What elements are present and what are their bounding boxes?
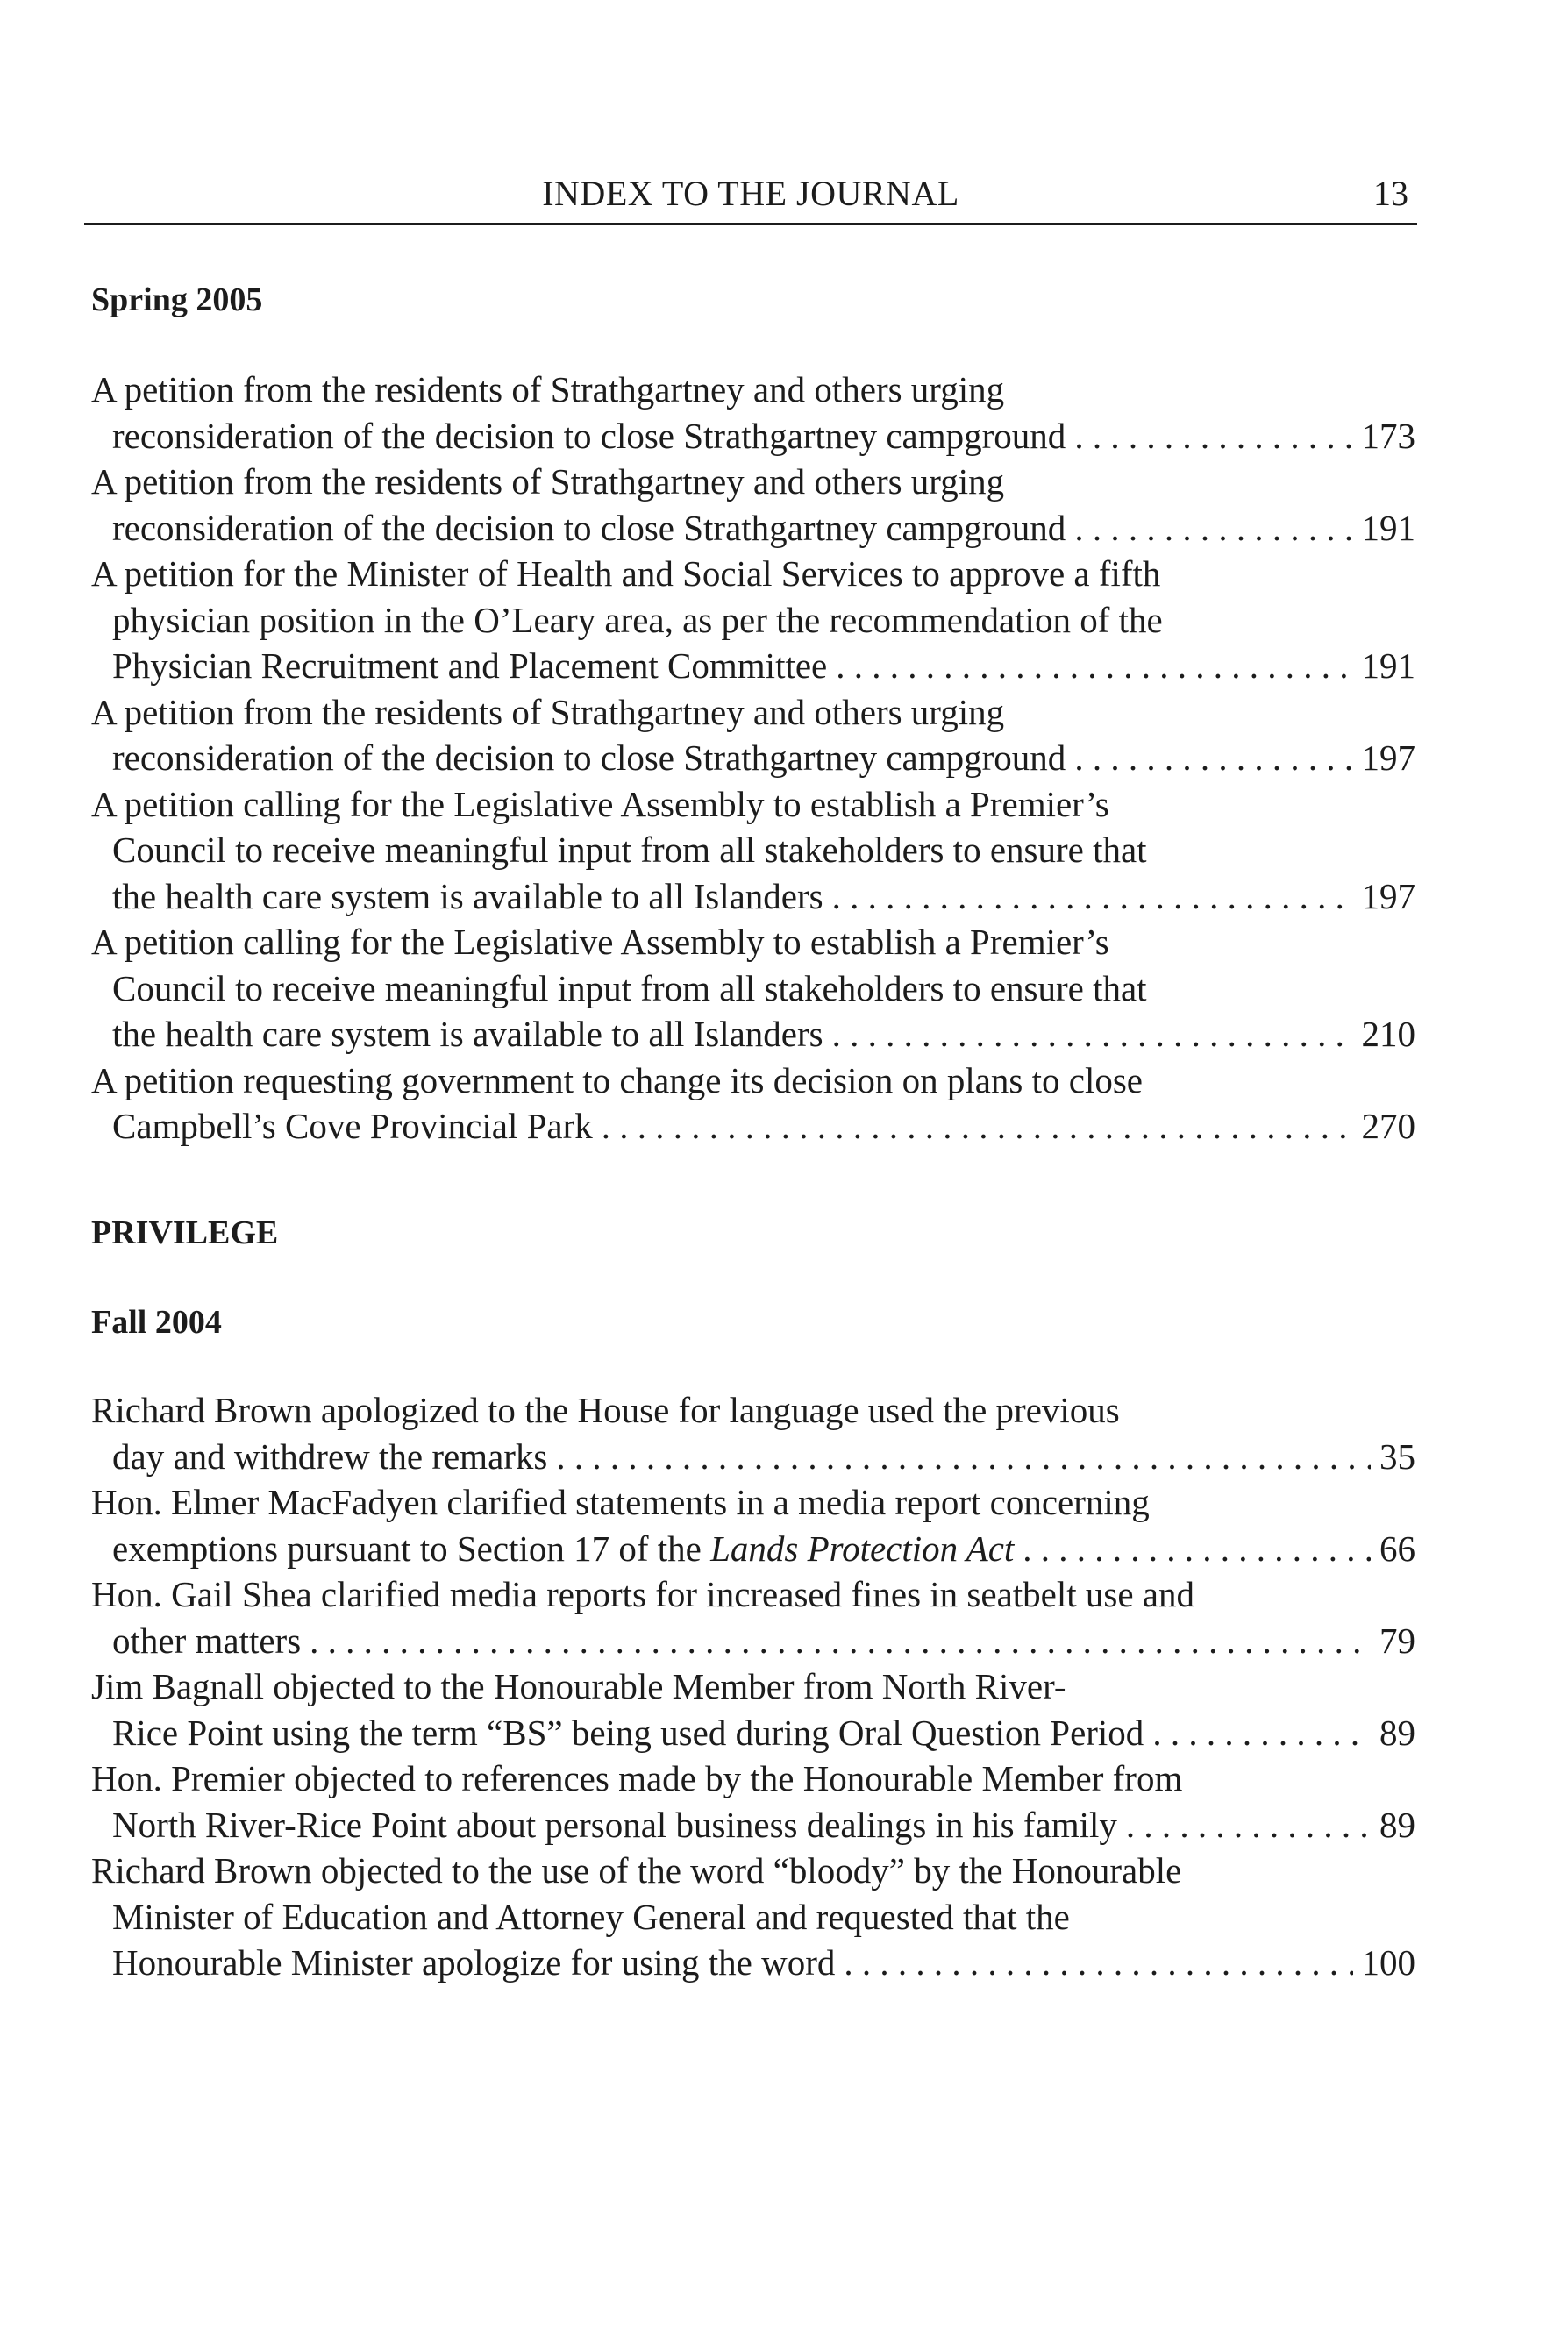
entry-line: physician position in the O’Leary area, as per the recommendation of the [112,599,1163,640]
entry-text: Rice Point using the term “BS” being used during Oral Question Period [112,1712,1144,1753]
entry-line: Minister of Education and Attorney General and requested that the [112,1896,1070,1937]
entry-line: Jim Bagnall objected to the Honourable Member from North River- [91,1666,1066,1706]
entry-page-number: 210 [1361,1014,1415,1054]
entry-text [112,1526,1014,1572]
entry-text: other matters [112,1620,302,1661]
entry-line: A petition calling for the Legislative Assembly to establish a Premier’s [91,922,1109,962]
entry-text: reconsideration of the decision to close Strathgartney campground [112,507,1066,548]
entry-text: Campbell’s Cove Provincial Park [112,1106,593,1146]
entry-line: Hon. Elmer MacFadyen clarified statements in a media report concerning [91,1482,1150,1522]
entry-text: the health care system is available to all Islanders [112,875,823,916]
dot-leader [836,643,1352,689]
dot-leader [844,1940,1352,1986]
index-entry [91,689,1415,781]
entry-line: Richard Brown apologized to the House for language used the previous [91,1390,1120,1430]
entry-line: Richard Brown objected to the use of the word “bloody” by the Honourable [91,1850,1182,1891]
index-entry [91,459,1415,551]
dot-leader [832,1011,1353,1058]
index-entry [91,1571,1415,1663]
index-entry [91,1663,1415,1756]
entry-page-number: 89 [1379,1804,1415,1845]
entry-page-number: 197 [1361,875,1415,916]
entry-text: Honourable Minister apologize for using the word [112,1942,836,1983]
dot-leader [1074,735,1352,781]
index-entry [91,1756,1415,1848]
index-entry [91,1479,1415,1571]
entry-last-line [91,413,1415,459]
entry-list-spring-2005 [91,367,1415,1150]
section-heading-spring-2005: Spring 2005 [91,281,263,318]
dot-leader [602,1103,1353,1150]
entry-last-line [91,1434,1415,1480]
dot-leader [1074,413,1352,459]
running-title: INDEX TO THE JOURNAL [542,174,959,213]
index-entry [91,781,1415,920]
entry-page-number: 89 [1379,1712,1415,1753]
entry-page-number: 197 [1361,737,1415,778]
entry-text: day and withdrew the remarks [112,1435,548,1477]
entry-last-line [91,505,1415,552]
entry-text-roman: exemptions pursuant to Section 17 of the [112,1528,702,1569]
index-entry [91,551,1415,689]
dot-leader [1023,1526,1371,1572]
entry-line: A petition from the residents of Strathgartney and others urging [91,369,1005,410]
entry-list-fall-2004 [91,1387,1415,1986]
entry-text: reconsideration of the decision to close Strathgartney campground [112,737,1066,778]
index-entry [91,1848,1415,1986]
dot-leader [556,1434,1371,1480]
entry-line: Council to receive meaningful input from all stakeholders to ensure that [112,967,1147,1008]
entry-line: A petition from the residents of Strathgartney and others urging [91,691,1005,732]
dot-leader [1074,505,1352,552]
entry-line: Hon. Premier objected to references made by the Honourable Member from [91,1758,1183,1798]
entry-page-number: 35 [1379,1435,1415,1477]
index-entry [91,919,1415,1058]
index-entry [91,1058,1415,1150]
entry-line: A petition calling for the Legislative Assembly to establish a Premier’s [91,783,1109,824]
entry-last-line [91,1526,1415,1572]
entry-last-line [91,1940,1415,1986]
entry-page-number: 79 [1379,1620,1415,1661]
entry-last-line [91,1710,1415,1756]
dot-leader [1126,1802,1371,1848]
entry-line: Council to receive meaningful input from all stakeholders to ensure that [112,830,1147,870]
entry-last-line [91,1011,1415,1058]
entry-text: reconsideration of the decision to close Strathgartney campground [112,415,1066,456]
entry-line: Hon. Gail Shea clarified media reports for increased fines in seatbelt use and [91,1574,1195,1614]
entry-page-number: 191 [1361,507,1415,548]
act-title: Lands Protection Act [710,1528,1015,1569]
entry-page-number: 270 [1361,1106,1415,1146]
dot-leader [310,1618,1371,1664]
dot-leader [832,873,1353,920]
index-entry [91,1387,1415,1479]
entry-page-number: 100 [1361,1942,1415,1983]
section-heading-privilege: PRIVILEGE [91,1214,279,1251]
entry-last-line [91,873,1415,920]
entry-last-line [91,643,1415,689]
entry-text: North River-Rice Point about personal business dealings in his family [112,1804,1117,1845]
section-heading-fall-2004: Fall 2004 [91,1304,222,1341]
entry-last-line [91,1618,1415,1664]
index-entry [91,367,1415,459]
entry-line: A petition from the residents of Strathgartney and others urging [91,461,1005,502]
entry-page-number: 66 [1379,1528,1415,1569]
entry-last-line [91,1103,1415,1150]
dot-leader [1152,1710,1371,1756]
entry-page-number: 191 [1361,645,1415,686]
entry-text: the health care system is available to all Islanders [112,1014,823,1054]
entry-last-line [91,1802,1415,1848]
page-number: 13 [1373,174,1408,213]
entry-last-line [91,735,1415,781]
running-header [84,172,1417,225]
entry-line: A petition requesting government to change its decision on plans to close [91,1059,1144,1100]
entry-text: Physician Recruitment and Placement Committee [112,645,828,686]
entry-page-number: 173 [1361,415,1415,456]
entry-line: A petition for the Minister of Health and Social Services to approve a fifth [91,553,1161,594]
